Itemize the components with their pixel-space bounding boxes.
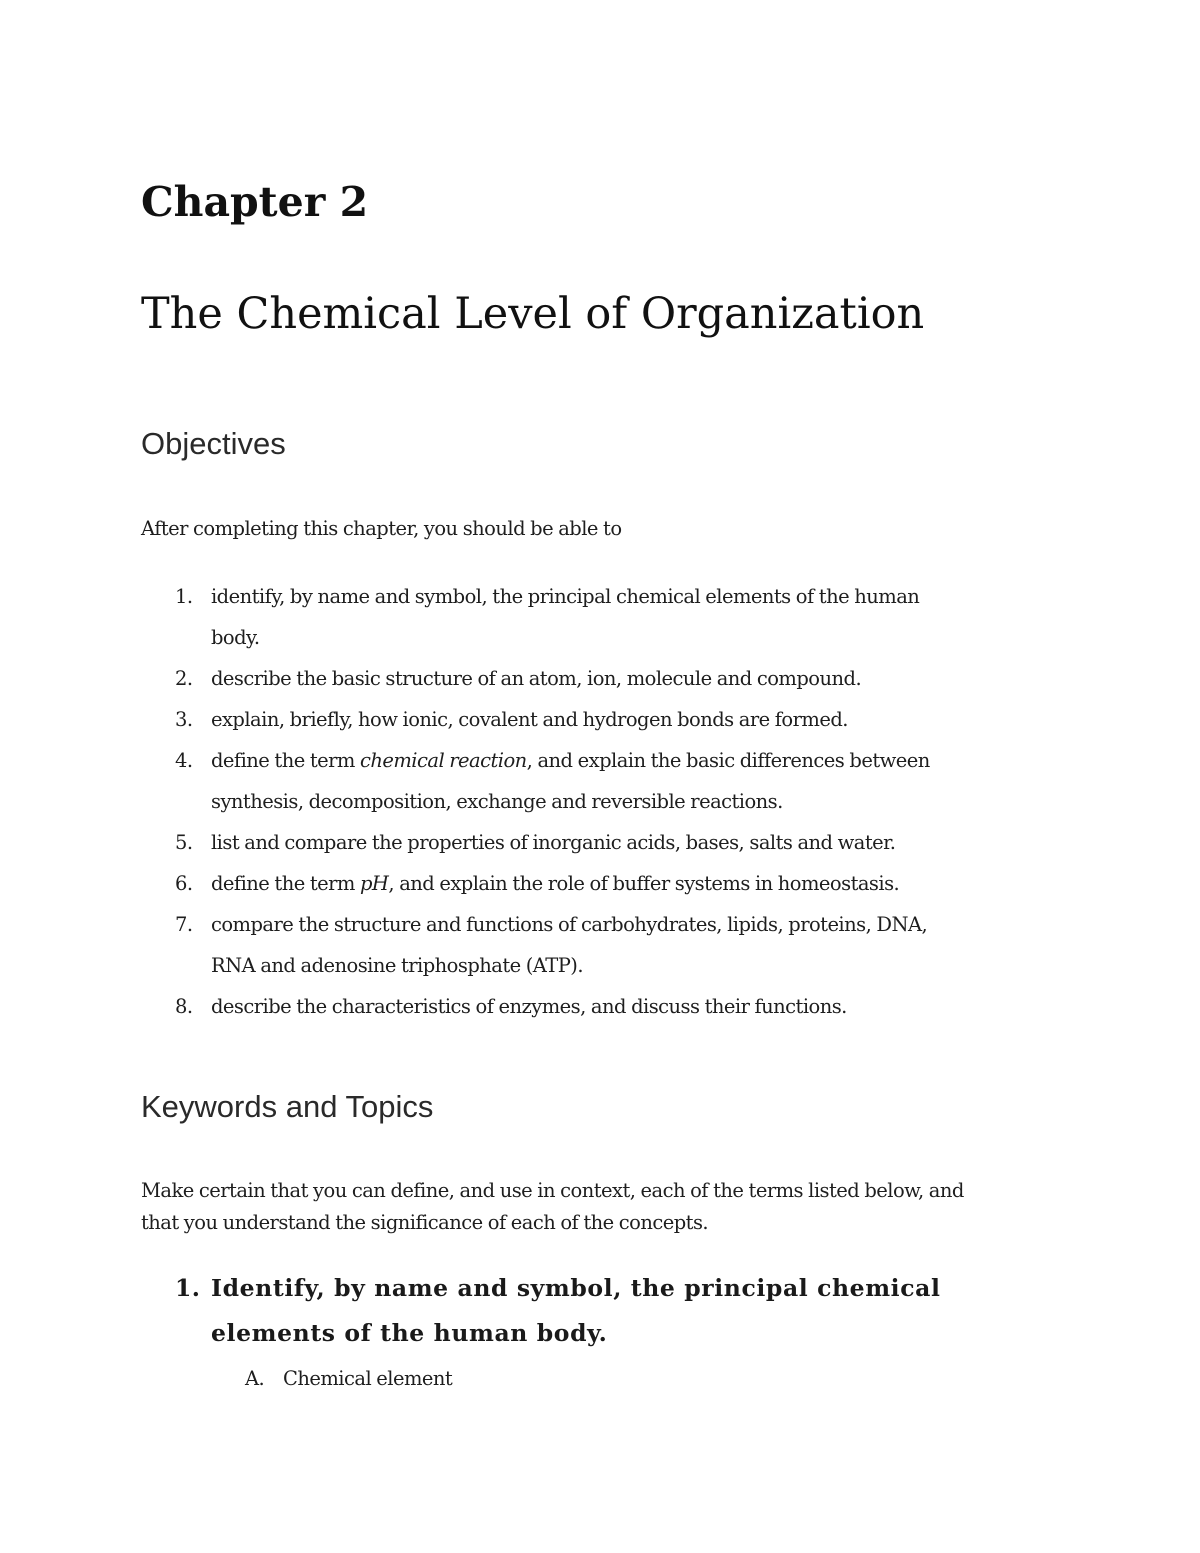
topic-subitems <box>211 1360 1081 1398</box>
topic-number: 1. <box>175 1274 201 1302</box>
objective-text: , and explain the basic differences between <box>526 749 930 772</box>
objective-text: , and explain the role of buffer systems in homeostasis. <box>388 872 900 895</box>
keywords-intro-line: Make certain that you can define, and use in context, each of the terms listed below, and <box>141 1179 964 1202</box>
chapter-title: The Chemical Level of Organization <box>141 289 925 339</box>
objective-item <box>141 740 1081 822</box>
objective-text: define the term <box>211 872 360 895</box>
objectives-heading: Objectives <box>141 426 286 461</box>
objective-emphasis-term: chemical reaction <box>360 749 527 772</box>
objective-item <box>141 986 1081 1027</box>
objective-emphasis-term: pH <box>360 872 389 895</box>
objective-number: 4. <box>175 749 193 772</box>
objective-item <box>141 699 1081 740</box>
objective-line: RNA and adenosine triphosphate (ATP). <box>211 954 584 977</box>
objective-line: body. <box>211 626 260 649</box>
objective-number: 8. <box>175 995 193 1018</box>
objective-line: describe the characteristics of enzymes, and discuss their functions. <box>211 995 847 1018</box>
subitem-text: Chemical element <box>283 1367 453 1390</box>
objective-line: identify, by name and symbol, the principal chemical elements of the human <box>211 585 920 608</box>
objectives-list <box>141 576 1081 1027</box>
topic-title-line: elements of the human body. <box>211 1319 608 1347</box>
objective-number: 2. <box>175 667 193 690</box>
objective-line: explain, briefly, how ionic, covalent and hydrogen bonds are formed. <box>211 708 848 731</box>
objective-item <box>141 576 1081 658</box>
objective-number: 7. <box>175 913 193 936</box>
objective-number: 6. <box>175 872 193 895</box>
objective-line: compare the structure and functions of carbohydrates, lipids, proteins, DNA, <box>211 913 928 936</box>
objective-number: 3. <box>175 708 193 731</box>
objective-item <box>141 904 1081 986</box>
objective-line: describe the basic structure of an atom, ion, molecule and compound. <box>211 667 862 690</box>
objective-line <box>211 863 1081 904</box>
topic-subitem <box>211 1360 1081 1398</box>
objective-line: synthesis, decomposition, exchange and reversible reactions. <box>211 790 783 813</box>
topic-title-line: Identify, by name and symbol, the principal chemical <box>211 1274 941 1302</box>
chapter-label: Chapter 2 <box>141 178 369 226</box>
objective-line: list and compare the properties of inorganic acids, bases, salts and water. <box>211 831 896 854</box>
objectives-intro: After completing this chapter, you should be able to <box>141 517 622 540</box>
keywords-intro <box>141 1175 964 1239</box>
objective-item <box>141 863 1081 904</box>
objective-text: define the term <box>211 749 360 772</box>
objective-number: 1. <box>175 585 193 608</box>
keywords-heading: Keywords and Topics <box>141 1089 434 1124</box>
objective-line <box>211 740 1081 781</box>
topic-item <box>141 1266 1081 1398</box>
keywords-intro-line: that you understand the significance of each of the concepts. <box>141 1211 709 1234</box>
objective-item <box>141 822 1081 863</box>
subitem-letter: A. <box>245 1367 265 1390</box>
objective-item <box>141 658 1081 699</box>
objective-number: 5. <box>175 831 193 854</box>
topics-list <box>141 1266 1081 1398</box>
